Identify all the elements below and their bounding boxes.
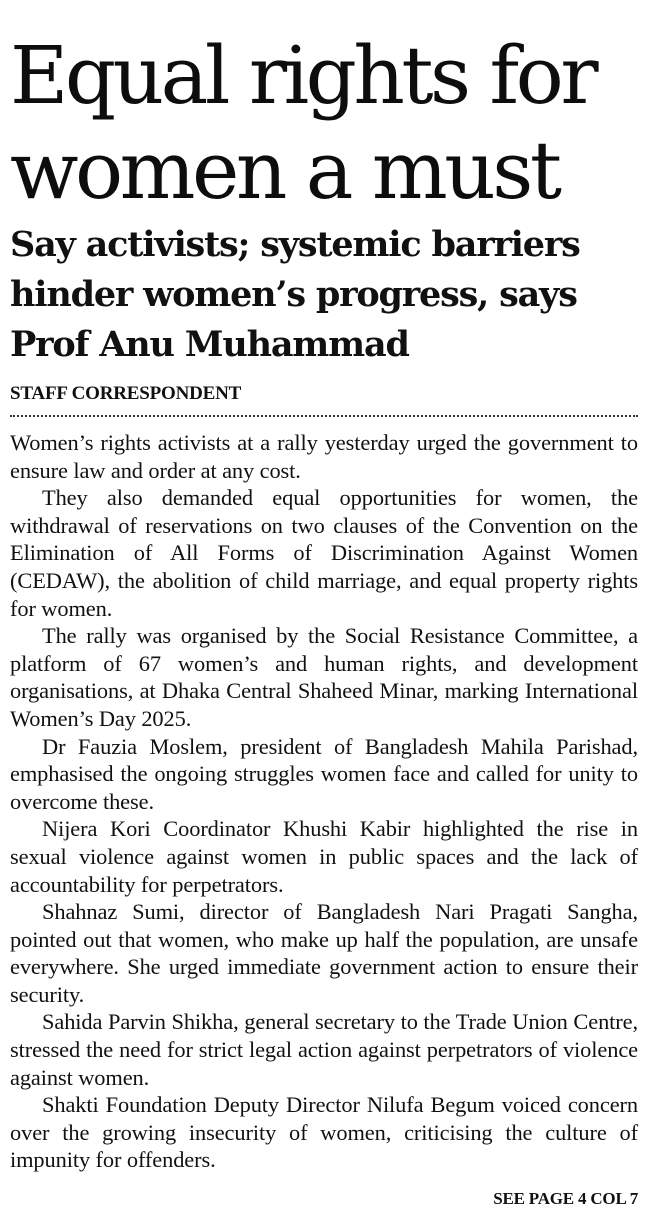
body-paragraph: They also demanded equal opportunities for women, the withdrawal of reservations on two clauses of the Convention on the Elimination of All Forms of Discrimination Against Women (CEDAW), the abolition of child marriage, and equal property rights for women. <box>10 485 638 621</box>
body-paragraph: Sahida Parvin Shikha, general secretary to the Trade Union Centre, stressed the need for strict legal action against perpetrators of violence against women. <box>10 1009 638 1090</box>
body-paragraph: Shakti Foundation Deputy Director Nilufa Begum voiced concern over the growing insecurity of women, criticising the culture of impunity for offenders. <box>10 1092 638 1173</box>
subheadline: Say activists; systemic barriers hinder women’s progress, says Prof Anu Muhammad <box>10 224 580 365</box>
headline <box>10 0 638 218</box>
dotted-divider <box>10 415 638 417</box>
body-paragraph: Women’s rights activists at a rally yesterday urged the government to ensure law and order at any cost. <box>10 430 638 483</box>
article <box>10 0 638 1174</box>
continuation-jump-line: SEE PAGE 4 COL 7 <box>493 1189 638 1208</box>
body-paragraph: Nijera Kori Coordinator Khushi Kabir highlighted the rise in sexual violence against women in public spaces and the lack of accountability for perpetrators. <box>10 816 638 897</box>
body-paragraph: Shahnaz Sumi, director of Bangladesh Nari Pragati Sangha, pointed out that women, who make up half the population, are unsafe everywhere. She urged immediate government action to ensure their security. <box>10 899 638 1007</box>
byline: STAFF CORRESPONDENT <box>10 383 242 404</box>
body-paragraph: Dr Fauzia Moslem, president of Bangladesh Mahila Parishad, emphasised the ongoing struggles women face and called for unity to overcome these. <box>10 733 638 814</box>
article-body <box>10 429 638 1174</box>
headline-line-2: women a must <box>10 124 559 217</box>
body-paragraph: The rally was organised by the Social Resistance Committee, a platform of 67 women’s and human rights, and development organisations, at Dhaka Central Shaheed Minar, marking International Women’s Day 2025. <box>10 623 638 731</box>
headline-line-1: Equal rights for <box>10 29 596 122</box>
